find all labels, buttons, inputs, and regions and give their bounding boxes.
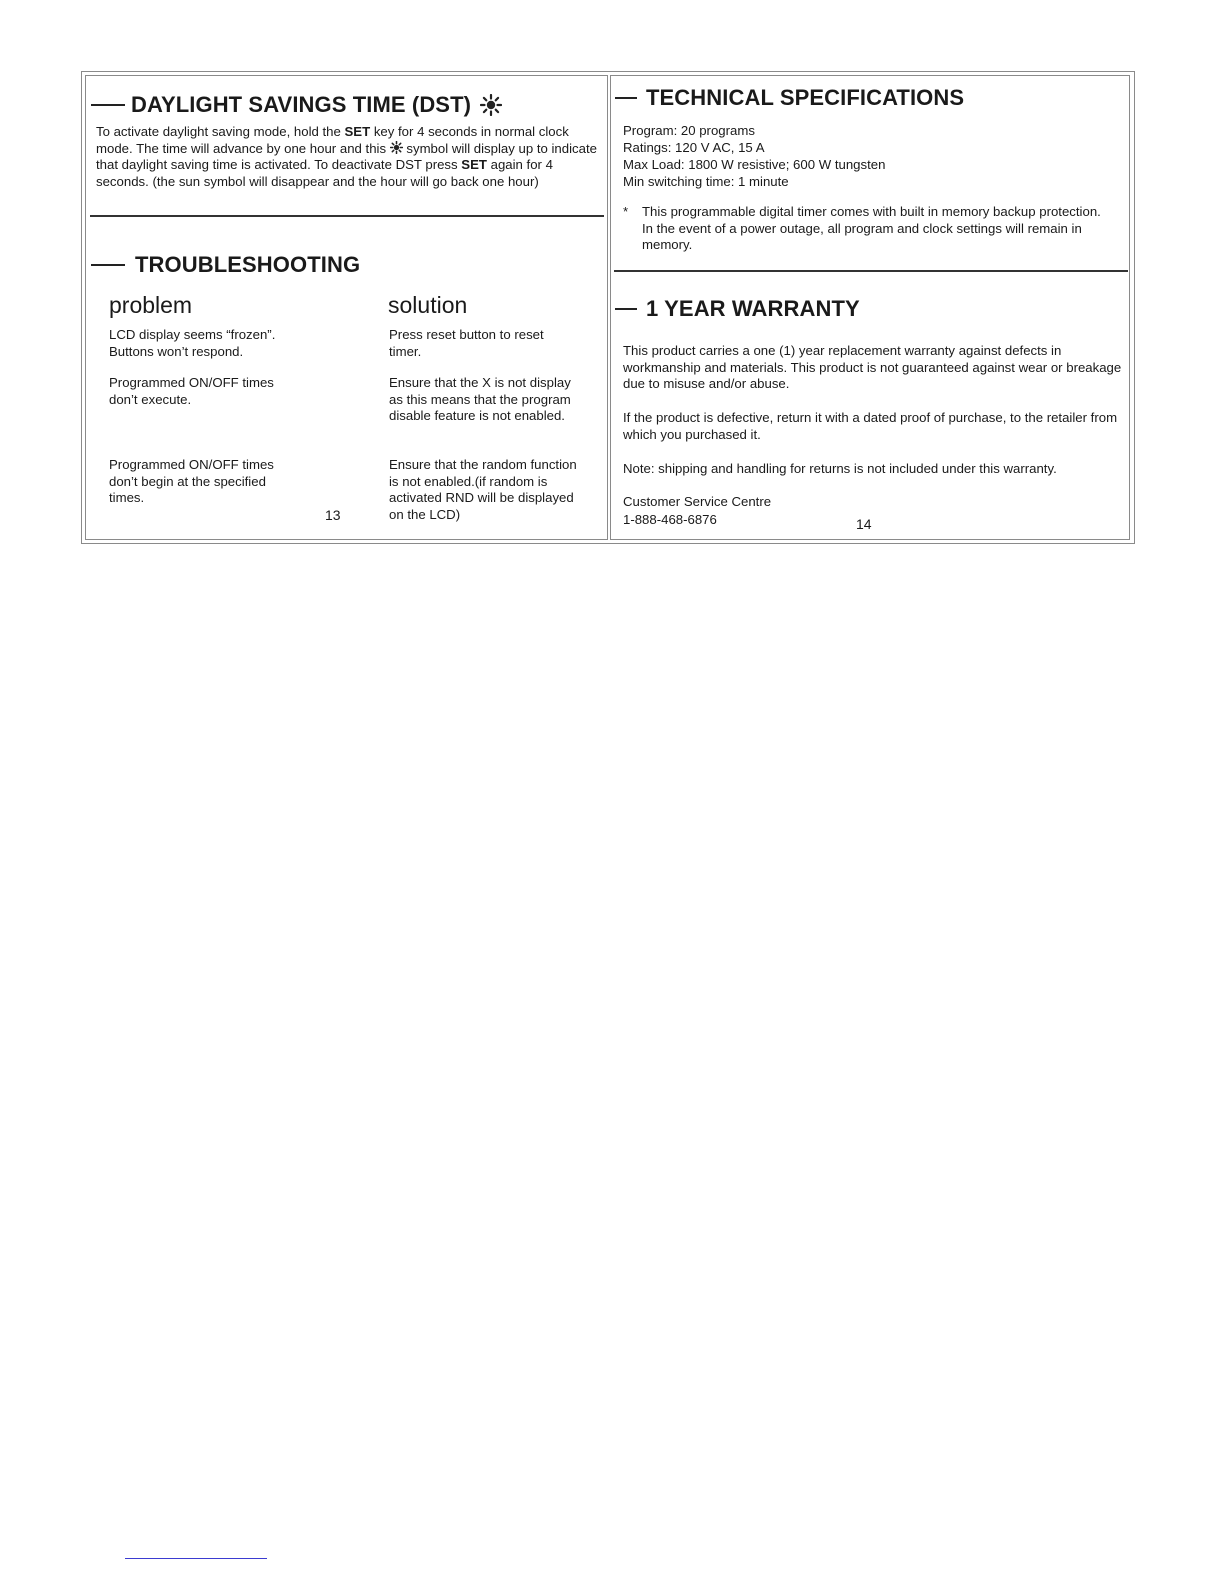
problem-cell: Programmed ON/OFF times don’t execute. <box>109 375 274 407</box>
manual-page-13 <box>85 75 608 540</box>
problem-column-header: problem <box>109 292 193 318</box>
customer-service-phone: 1-888-468-6876 <box>623 512 717 527</box>
troubleshooting-title: TROUBLESHOOTING <box>135 252 361 277</box>
note-asterisk: * <box>623 204 629 219</box>
dst-heading <box>91 92 502 118</box>
sun-icon <box>480 94 502 116</box>
warranty-paragraph: This product carries a one (1) year replacement warranty against defects in workmanship and materials. This product is not guaranteed against wear or breakage due to misuse and/or abuse. <box>623 343 1122 392</box>
customer-service-label: Customer Service Centre <box>623 494 772 509</box>
dst-text-3: symbol will display up to indicate that daylight saving time is activated. To deactivate DST press <box>96 140 597 173</box>
problem-cell: Programmed ON/OFF times don’t begin at the specified times. <box>109 457 274 506</box>
spec-line: Max Load: 1800 W resistive; 600 W tungsten <box>623 157 886 172</box>
dst-title: DAYLIGHT SAVINGS TIME (DST) <box>131 92 472 117</box>
sun-icon <box>390 141 403 154</box>
manual-spread <box>81 71 1135 544</box>
dst-instructions <box>96 124 608 190</box>
solution-cell: Ensure that the random function is not enabled.(if random is activated RND will be displayed on the LCD) <box>389 457 577 522</box>
footnote-separator <box>125 1558 267 1559</box>
page-number: 14 <box>856 516 872 532</box>
section-divider <box>90 215 604 217</box>
warranty-heading <box>615 296 860 322</box>
heading-dash <box>91 264 125 266</box>
warranty-paragraph: If the product is defective, return it with a dated proof of purchase, to the retailer from which you purchased it. <box>623 410 1118 442</box>
spec-line: Program: 20 programs <box>623 123 755 138</box>
spec-line: Min switching time: 1 minute <box>623 174 789 189</box>
specs-title: TECHNICAL SPECIFICATIONS <box>646 85 965 110</box>
heading-dash <box>91 104 125 106</box>
problem-cell: LCD display seems “frozen”. Buttons won’t respond. <box>109 327 276 359</box>
heading-dash <box>615 308 637 310</box>
dst-text-2: key for 4 seconds in normal clock mode. The time will advance by one hour and this <box>96 124 569 156</box>
section-divider <box>614 270 1128 272</box>
solution-cell: Ensure that the X is not display as this means that the program disable feature is not enabled. <box>389 375 571 424</box>
specs-heading <box>615 85 964 111</box>
set-key-label: SET <box>461 157 487 173</box>
warranty-note: Note: shipping and handling for returns is not included under this warranty. <box>623 461 1057 476</box>
set-key-label: SET <box>344 124 371 139</box>
warranty-title: 1 YEAR WARRANTY <box>646 296 860 321</box>
solution-column-header: solution <box>388 292 468 318</box>
dst-text-4: again for 4 seconds. (the sun symbol will disappear and the hour will go back one hour) <box>96 157 553 189</box>
solution-cell: Press reset button to reset timer. <box>389 327 544 359</box>
troubleshooting-heading <box>91 252 360 278</box>
heading-dash <box>615 97 637 99</box>
manual-page-14 <box>610 75 1130 540</box>
spec-line: Ratings: 120 V AC, 15 A <box>623 140 765 155</box>
dst-text-1: To activate daylight saving mode, hold the <box>96 124 345 139</box>
page-number: 13 <box>325 507 341 523</box>
memory-backup-note: This programmable digital timer comes with built in memory backup protection. In the event of a power outage, all program and clock settings will remain in memory. <box>642 204 1101 253</box>
